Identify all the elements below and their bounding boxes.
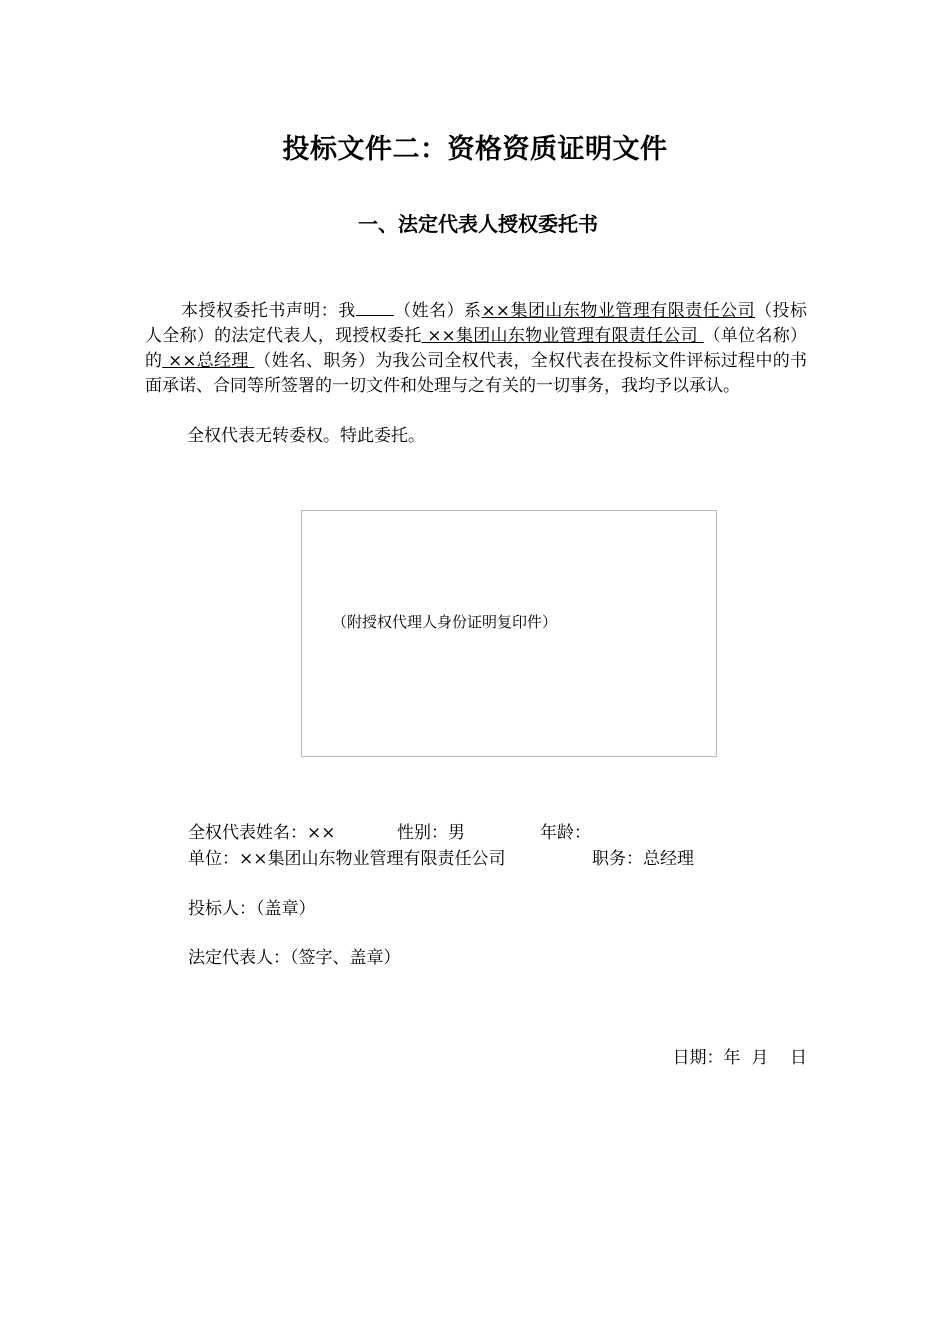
id-copy-label: （附授权代理人身份证明复印件） — [332, 613, 558, 631]
bidder-seal-line: 投标人：（盖章） — [188, 899, 316, 919]
date-line: 日期：年 月 日 — [672, 1048, 807, 1068]
name-blank — [356, 299, 394, 316]
rep-name: 全权代表姓名：×× — [188, 823, 336, 843]
rep-info-line-1 — [188, 821, 788, 846]
agent-name-title: ××总经理 — [162, 351, 255, 371]
statement-part-2: （姓名）系 — [393, 301, 482, 321]
rep-gender: 性别：男 — [397, 823, 465, 843]
id-copy-box — [301, 510, 717, 757]
statement-part-1: 本授权委托书声明：我 — [181, 301, 356, 321]
rep-info-line-2 — [188, 847, 788, 872]
statement-part-4: （单位名称）的 — [145, 326, 808, 371]
statement-part-3: （投标人全称）的法定代表人，现授权委托 — [145, 301, 808, 346]
rep-age: 年龄： — [540, 823, 591, 843]
agent-company-name: ××集团山东物业管理有限责任公司 — [421, 326, 704, 346]
sub-title: 一、法定代表人授权委托书 — [358, 212, 598, 236]
bidder-company-name: ××集团山东物业管理有限责任公司 — [481, 301, 756, 321]
main-title: 投标文件二：资格资质证明文件 — [282, 134, 668, 165]
statement-part-5: （姓名、职务）为我公司全权代表，全权代表在投标文件评标过程中的书面承诺、合同等所签署的一切文件和处理与之有关的一切事务，我均予以承认。 — [145, 351, 808, 396]
rep-position: 职务：总经理 — [592, 849, 694, 869]
legal-rep-signature-line: 法定代表人：（签字、盖章） — [188, 948, 401, 968]
rep-unit: 单位：××集团山东物业管理有限责任公司 — [188, 849, 506, 869]
authorization-statement — [145, 299, 807, 399]
no-subdelegation-statement: 全权代表无转委权。特此委托。 — [187, 426, 425, 446]
